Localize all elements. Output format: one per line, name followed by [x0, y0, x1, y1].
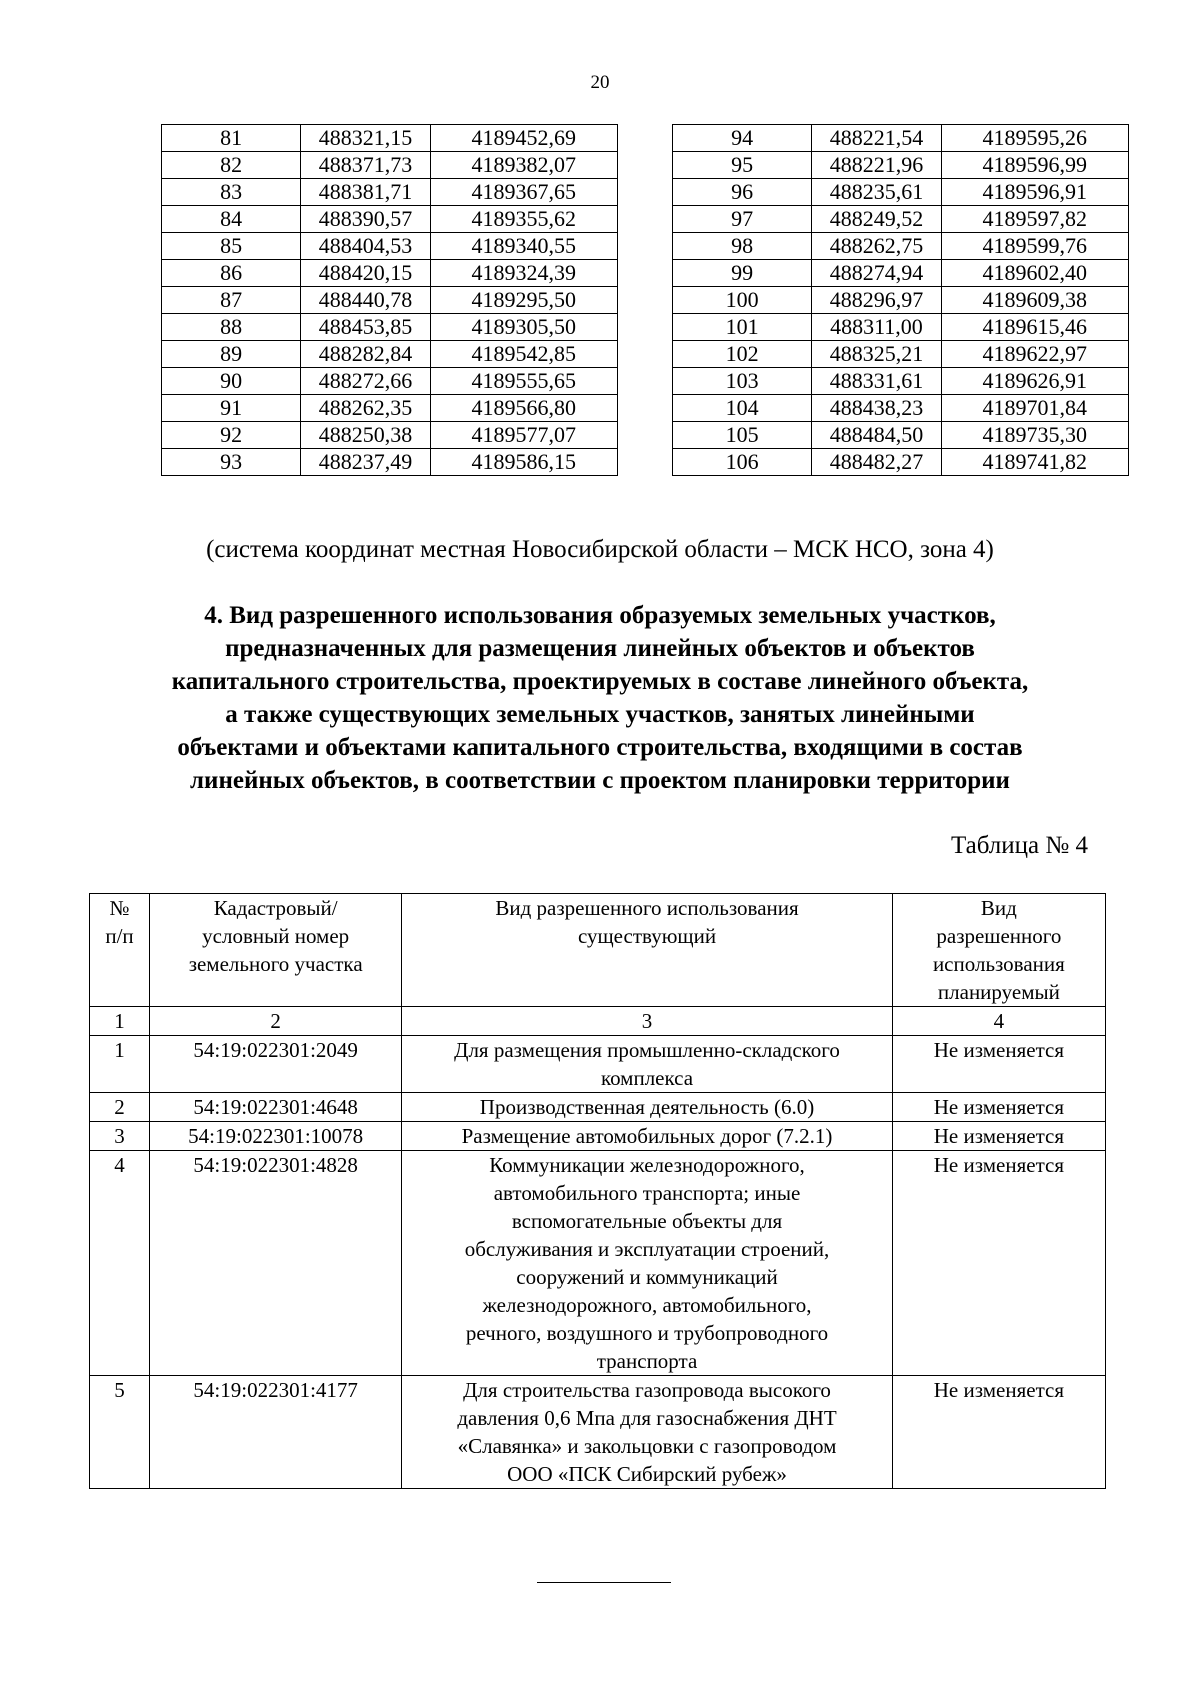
x-coordinate-cell: 488404,53 — [301, 233, 430, 260]
point-number-cell: 100 — [673, 287, 812, 314]
x-coordinate-cell: 488438,23 — [812, 395, 941, 422]
coordinates-table-right — [672, 124, 1129, 476]
section-heading-line: объектами и объектами капитального строительства, входящими в состав — [177, 734, 1023, 761]
coordinate-row — [673, 152, 1129, 179]
point-number-cell: 81 — [162, 125, 301, 152]
y-coordinate-cell: 4189609,38 — [941, 287, 1128, 314]
point-number-cell: 85 — [162, 233, 301, 260]
coordinate-row — [162, 179, 618, 206]
x-coordinate-cell: 488262,35 — [301, 395, 430, 422]
column-number-row — [90, 1007, 1106, 1036]
section-heading-line: предназначенных для размещения линейных объектов и объектов — [225, 635, 975, 662]
coordinate-row — [673, 260, 1129, 287]
coordinates-table-right-body — [673, 125, 1129, 476]
y-coordinate-cell: 4189586,15 — [430, 449, 617, 476]
row-number-cell: 1 — [90, 1036, 150, 1093]
point-number-cell: 92 — [162, 422, 301, 449]
point-number-cell: 101 — [673, 314, 812, 341]
y-coordinate-cell: 4189596,91 — [941, 179, 1128, 206]
y-coordinate-cell: 4189355,62 — [430, 206, 617, 233]
y-coordinate-cell: 4189295,50 — [430, 287, 617, 314]
coordinate-row — [162, 341, 618, 368]
coordinate-row — [162, 206, 618, 233]
y-coordinate-cell: 4189555,65 — [430, 368, 617, 395]
planned-use-cell: Не изменяется — [892, 1122, 1105, 1151]
coordinate-row — [162, 314, 618, 341]
point-number-cell: 94 — [673, 125, 812, 152]
y-coordinate-cell: 4189701,84 — [941, 395, 1128, 422]
existing-use-cell: Производственная деятельность (6.0) — [402, 1093, 892, 1122]
coordinates-table-left — [161, 124, 618, 476]
row-number-cell: 4 — [90, 1151, 150, 1376]
coordinate-row — [673, 422, 1129, 449]
row-number-cell: 5 — [90, 1376, 150, 1489]
point-number-cell: 103 — [673, 368, 812, 395]
coordinate-row — [162, 152, 618, 179]
coordinates-table-left-body — [162, 125, 618, 476]
y-coordinate-cell: 4189615,46 — [941, 314, 1128, 341]
y-coordinate-cell: 4189741,82 — [941, 449, 1128, 476]
coordinate-row — [162, 395, 618, 422]
point-number-cell: 82 — [162, 152, 301, 179]
x-coordinate-cell: 488331,61 — [812, 368, 941, 395]
coordinate-row — [162, 233, 618, 260]
coordinate-row — [162, 368, 618, 395]
coordinate-row — [673, 368, 1129, 395]
table-row — [90, 1122, 1106, 1151]
existing-use-cell: Размещение автомобильных дорог (7.2.1) — [402, 1122, 892, 1151]
coordinate-row — [162, 422, 618, 449]
x-coordinate-cell: 488262,75 — [812, 233, 941, 260]
cadastral-number-cell: 54:19:022301:2049 — [150, 1036, 402, 1093]
cadastral-number-cell: 54:19:022301:4177 — [150, 1376, 402, 1489]
point-number-cell: 106 — [673, 449, 812, 476]
x-coordinate-cell: 488272,66 — [301, 368, 430, 395]
point-number-cell: 97 — [673, 206, 812, 233]
coordinate-system-note: (система координат местная Новосибирской области – МСК НСО, зона 4) — [206, 536, 994, 563]
column-number-cell: 2 — [150, 1007, 402, 1036]
row-number-cell: 3 — [90, 1122, 150, 1151]
header-cadastral-number: Кадастровый/ условный номер земельного участка — [150, 894, 402, 1007]
coordinate-row — [673, 314, 1129, 341]
point-number-cell: 86 — [162, 260, 301, 287]
point-number-cell: 98 — [673, 233, 812, 260]
point-number-cell: 102 — [673, 341, 812, 368]
column-number-cell: 1 — [90, 1007, 150, 1036]
header-number: № п/п — [90, 894, 150, 1007]
coordinate-row — [673, 125, 1129, 152]
column-number-cell: 3 — [402, 1007, 892, 1036]
coordinate-row — [162, 449, 618, 476]
existing-use-cell: Для строительства газопровода высокого давления 0,6 Мпа для газоснабжения ДНТ «Славянка» и закольцовки с газопроводом ООО «ПСК Сибирский рубеж» — [402, 1376, 892, 1489]
x-coordinate-cell: 488321,15 — [301, 125, 430, 152]
x-coordinate-cell: 488282,84 — [301, 341, 430, 368]
section-heading-line: линейных объектов, в соответствии с проектом планировки территории — [190, 767, 1010, 794]
y-coordinate-cell: 4189622,97 — [941, 341, 1128, 368]
point-number-cell: 95 — [673, 152, 812, 179]
point-number-cell: 84 — [162, 206, 301, 233]
y-coordinate-cell: 4189367,65 — [430, 179, 617, 206]
x-coordinate-cell: 488237,49 — [301, 449, 430, 476]
coordinate-row — [162, 125, 618, 152]
y-coordinate-cell: 4189382,07 — [430, 152, 617, 179]
y-coordinate-cell: 4189602,40 — [941, 260, 1128, 287]
point-number-cell: 90 — [162, 368, 301, 395]
point-number-cell: 99 — [673, 260, 812, 287]
page-number: 20 — [590, 72, 610, 93]
planned-use-cell: Не изменяется — [892, 1151, 1105, 1376]
coordinate-row — [162, 287, 618, 314]
section-heading-line: капитального строительства, проектируемых в составе линейного объекта, — [171, 668, 1029, 695]
planned-use-cell: Не изменяется — [892, 1093, 1105, 1122]
table-row — [90, 1036, 1106, 1093]
y-coordinate-cell: 4189595,26 — [941, 125, 1128, 152]
x-coordinate-cell: 488235,61 — [812, 179, 941, 206]
y-coordinate-cell: 4189596,99 — [941, 152, 1128, 179]
point-number-cell: 96 — [673, 179, 812, 206]
y-coordinate-cell: 4189577,07 — [430, 422, 617, 449]
cadastral-number-cell: 54:19:022301:4648 — [150, 1093, 402, 1122]
y-coordinate-cell: 4189597,82 — [941, 206, 1128, 233]
header-planned-use: Вид разрешенного использования планируемый — [892, 894, 1105, 1007]
land-use-table-body — [90, 894, 1106, 1489]
x-coordinate-cell: 488440,78 — [301, 287, 430, 314]
point-number-cell: 87 — [162, 287, 301, 314]
coordinate-row — [673, 287, 1129, 314]
point-number-cell: 91 — [162, 395, 301, 422]
x-coordinate-cell: 488484,50 — [812, 422, 941, 449]
point-number-cell: 89 — [162, 341, 301, 368]
x-coordinate-cell: 488221,96 — [812, 152, 941, 179]
point-number-cell: 105 — [673, 422, 812, 449]
coordinate-row — [162, 260, 618, 287]
footer-rule — [537, 1582, 671, 1583]
section-heading-line: а также существующих земельных участков, занятых линейными — [225, 701, 975, 728]
header-row — [90, 894, 1106, 1007]
table-caption: Таблица № 4 — [950, 832, 1088, 859]
point-number-cell: 93 — [162, 449, 301, 476]
y-coordinate-cell: 4189340,55 — [430, 233, 617, 260]
coordinate-row — [673, 233, 1129, 260]
y-coordinate-cell: 4189452,69 — [430, 125, 617, 152]
planned-use-cell: Не изменяется — [892, 1036, 1105, 1093]
x-coordinate-cell: 488482,27 — [812, 449, 941, 476]
cadastral-number-cell: 54:19:022301:4828 — [150, 1151, 402, 1376]
coordinate-row — [673, 395, 1129, 422]
x-coordinate-cell: 488250,38 — [301, 422, 430, 449]
y-coordinate-cell: 4189324,39 — [430, 260, 617, 287]
coordinate-row — [673, 341, 1129, 368]
table-row — [90, 1376, 1106, 1489]
x-coordinate-cell: 488249,52 — [812, 206, 941, 233]
planned-use-cell: Не изменяется — [892, 1376, 1105, 1489]
y-coordinate-cell: 4189305,50 — [430, 314, 617, 341]
table-row — [90, 1093, 1106, 1122]
column-number-cell: 4 — [892, 1007, 1105, 1036]
section-heading-line: 4. Вид разрешенного использования образуемых земельных участков, — [204, 602, 996, 629]
x-coordinate-cell: 488390,57 — [301, 206, 430, 233]
x-coordinate-cell: 488311,00 — [812, 314, 941, 341]
x-coordinate-cell: 488453,85 — [301, 314, 430, 341]
point-number-cell: 104 — [673, 395, 812, 422]
y-coordinate-cell: 4189626,91 — [941, 368, 1128, 395]
x-coordinate-cell: 488296,97 — [812, 287, 941, 314]
table-row — [90, 1151, 1106, 1376]
y-coordinate-cell: 4189542,85 — [430, 341, 617, 368]
header-existing-use: Вид разрешенного использования существующий — [402, 894, 892, 1007]
coordinate-row — [673, 449, 1129, 476]
section-heading — [110, 599, 1090, 797]
x-coordinate-cell: 488371,73 — [301, 152, 430, 179]
y-coordinate-cell: 4189735,30 — [941, 422, 1128, 449]
point-number-cell: 88 — [162, 314, 301, 341]
y-coordinate-cell: 4189566,80 — [430, 395, 617, 422]
coordinate-row — [673, 179, 1129, 206]
y-coordinate-cell: 4189599,76 — [941, 233, 1128, 260]
x-coordinate-cell: 488325,21 — [812, 341, 941, 368]
point-number-cell: 83 — [162, 179, 301, 206]
existing-use-cell: Коммуникации железнодорожного, автомобильного транспорта; иные вспомогательные объекты для обслуживания и эксплуатации строений, сооружений и коммуникаций железнодорожного, автомобильного, речного, воздушного и трубопроводного транспорта — [402, 1151, 892, 1376]
x-coordinate-cell: 488381,71 — [301, 179, 430, 206]
x-coordinate-cell: 488274,94 — [812, 260, 941, 287]
cadastral-number-cell: 54:19:022301:10078 — [150, 1122, 402, 1151]
row-number-cell: 2 — [90, 1093, 150, 1122]
existing-use-cell: Для размещения промышленно-складского комплекса — [402, 1036, 892, 1093]
land-use-table — [89, 893, 1106, 1489]
x-coordinate-cell: 488420,15 — [301, 260, 430, 287]
coordinate-row — [673, 206, 1129, 233]
x-coordinate-cell: 488221,54 — [812, 125, 941, 152]
